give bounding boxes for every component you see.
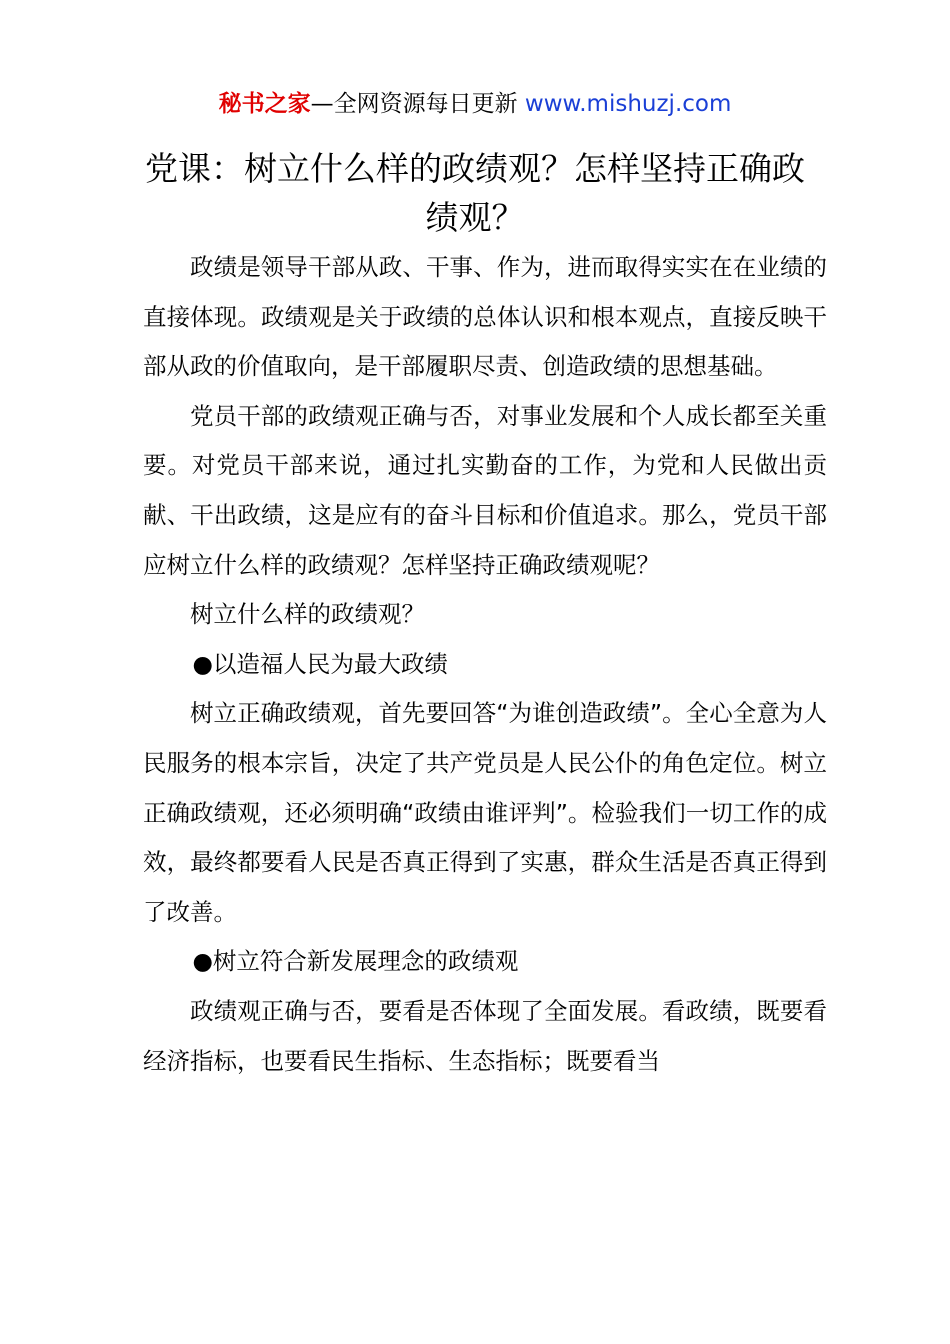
section-heading: 树立什么样的政绩观？ bbox=[190, 600, 425, 629]
site-header bbox=[0, 88, 950, 120]
document-title: 党课：树立什么样的政绩观？怎样坚持正确政绩观？ bbox=[145, 149, 805, 237]
site-url-link[interactable]: www.mishuzj.com bbox=[524, 91, 732, 117]
site-tagline: —全网资源每日更新 bbox=[310, 91, 525, 117]
bullet-heading-new-development: ●树立符合新发展理念的政绩观 bbox=[192, 947, 519, 976]
paragraph-importance: 党员干部的政绩观正确与否，对事业发展和个人成长都至关重要。对党员干部来说，通过扎实勤奋的工作，为党和人民做出贡献、干出政绩，这是应有的奋斗目标和价值追求。那么，党员干部应树立什么样的政绩观？怎样坚持正确政绩观呢？ bbox=[143, 401, 827, 579]
bullet-heading-people: ●以造福人民为最大政绩 bbox=[192, 649, 448, 678]
document-body bbox=[143, 243, 827, 1086]
paragraph-new-development: 政绩观正确与否，要看是否体现了全面发展。看政绩，既要看经济指标，也要看民生指标、生态指标；既要看当 bbox=[143, 996, 827, 1075]
site-brand: 秘书之家 bbox=[218, 91, 311, 117]
paragraph-people: 树立正确政绩观，首先要回答“为谁创造政绩”。全心全意为人民服务的根本宗旨，决定了共产党员是人民公仆的角色定位。树立正确政绩观，还必须明确“政绩由谁评判”。检验我们一切工作的成效，最终都要看人民是否真正得到了实惠，群众生活是否真正得到了改善。 bbox=[143, 699, 827, 926]
paragraph-intro: 政绩是领导干部从政、干事、作为，进而取得实实在在业绩的直接体现。政绩观是关于政绩的总体认识和根本观点，直接反映干部从政的价值取向，是干部履职尽责、创造政绩的思想基础。 bbox=[143, 253, 827, 381]
